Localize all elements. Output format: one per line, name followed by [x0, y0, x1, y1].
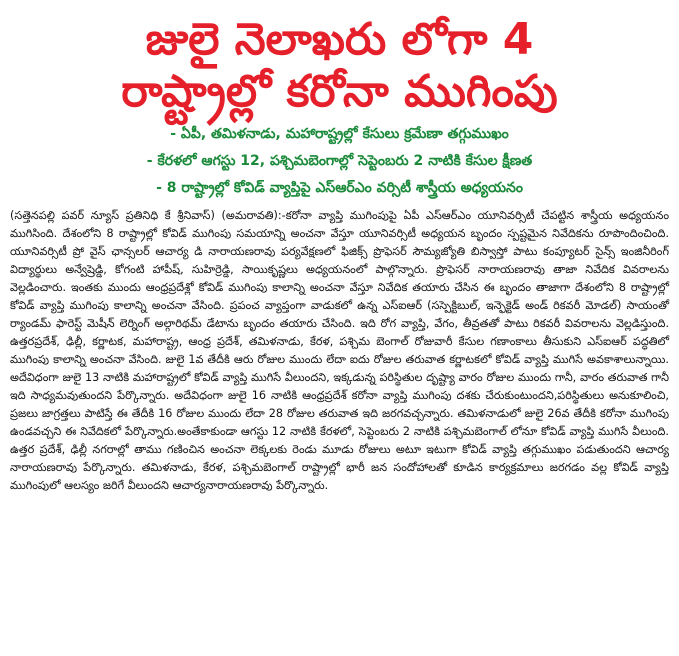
headline-line-2: రాష్ట్రాల్లో కరోనా ముగింపు [121, 66, 558, 118]
article-body: (సత్తెనపల్లి పవర్ న్యూస్ ప్రతినిధి కే శ్రీనివాస్) (అమరావతి):-కరోనా వ్యాప్తి ముగింపుపై ఏపీ ఎస్ఆర్ఎం యూనివర్సిటీ చేపట్టిన శాస్త్రీయ అధ్యయనం ముగిసింది. దేశంలోని 8 రాష్ట్రాల్లో కోవిడ్ ముగింపు సమయాన్ని అంచనా వేస్తూ యూనివర్సిటీ అధ్యయన బృందం స్పష్టమైన నివేదికను రూపొందించింది. యూనివర్సిటీ ప్రో వైస్ ఛాన్సలర్ ఆచార్య డి నారాయణరావు పర్యవేక్షణలో ఫిజిక్స్ ప్రొఫెసర్ సౌమ్యజ్యోతి బిస్వాస్తో పాటు కంప్యూటర్ సైన్స్ ఇంజినీరింగ్ విద్యార్థులు అన్వేష్రెడ్డి, కోగంటి హాపీష్, సుహిర్రెడ్డి, సాయికృష్ణలు అధ్యయనంలో పాల్గొన్నారు. ప్రొఫెసర్ నారాయణరావు తాజా నివేదిక వివరాలను వెల్లడించారు. ఇంతకు ముందు ఆంధ్రప్రదేశ్లో కోవిడ్ ముగింపు కాలాన్ని అంచనా వేస్తూ నివేదిక తయారు చేసిన ఈ బృందం తాజాగా దేశంలోని 8 రాష్ట్రాల్లో కోవిడ్ వ్యాప్తి ముగింపు కాలాన్ని అంచనా వేసింది. ప్రపంచ వ్యాప్తంగా వాడుకలో ఉన్న ఎస్ఐఆర్ (సస్పెక్టిబుల్, ఇన్ఫెక్టెడ్ అండ్ రికవరీ మోడల్) సాయంతో ర్యాండమ్ ఫారెస్ట్ మెషీన్ లెర్నింగ్ అల్గారిథమ్ డేటాను బృందం తయారు చేసింది. ఇది రోగ వ్యాప్తి, వేగం, తీవ్రతతో పాటు రికవరీ వివరాలను వెల్లడిస్తుంది. ఉత్తరప్రదేశ్, ఢిల్లీ, కర్ణాటక, మహారాష్ట్ర, ఆంధ్ర ప్రదేశ్, తమిళనాడు, కేరళ, పశ్చిమ బెంగాల్ రోజువారీ కేసుల గణాంకాలు తీసుకుని ఎస్ఐఆర్ పద్ధతిలో ముగింపు కాలాన్ని అంచనా వేసింది. జులై 1వ తేదీకి ఆరు రోజుల ముందు లేదా ఐదు రోజుల తరువాత కర్ణాటకలో కోవిడ్ వ్యాప్తి ముగిసే అవకాశాలున్నాయి. అదేవిధంగా జులై 13 నాటికి మహారాష్ట్రలో కోవిడ్ వ్యాప్తి ముగిసే వీలుందని, ఇక్కడున్న పరిస్థితుల దృష్ట్యా వారం రోజుల ముందు గానీ, వారం తరువాత గానీ ఇది సాధ్యమవుతుందని పేర్కొన్నారు. అదేవిధంగా జులై 16 నాటికి ఆంధ్రప్రదేశ్ కరోనా వ్యాప్తి ముగింపు దశకు చేరుకుంటుందని,పరిస్థితులు అనుకూలించి, ప్రజలు జాగ్రత్తలు పాటిస్తే ఈ తేదీకి 16 రోజుల ముందు లేదా 28 రోజుల తరువాత ఇది జరగవచ్చన్నారు. తమిళనాడులో జులై 26వ తేదీకి కరోనా ముగింపు ఉండవచ్చని ఈ నివేదికలో పేర్కొన్నారు.అంతేకాకుండా ఆగస్టు 12 నాటికి కేరళలో, సెప్టెంబరు 2 నాటికి పశ్చిమబెంగాల్ లోనూ కోవిడ్ వ్యాప్తి ముగిసే వీలుంది. ఉత్తర ప్రదేశ్, ఢిల్లీ నగరాల్లో తాము గణించిన అంచనా లెక్కలకు రెండు మూడు రోజులు అటూ ఇటుగా కోవిడ్ వ్యాప్తి తగ్గుముఖం పడుతుందని ఆచార్య నారాయణరావు పేర్కొన్నారు. తమిళనాడు, కేరళ, పశ్చిమబెంగాల్ రాష్ట్రాల్లో భారీ జన సందోహాలతో కూడిన కార్యక్రమాలు జరగడం వల్ల కోవిడ్ వ్యాప్తి ముగింపులో ఆలస్యం జరిగే వీలుందని ఆచార్యనారాయణరావు పేర్కొన్నారు. [10, 209, 669, 493]
subhead-2: - కేరళలో ఆగస్టు 12, పశ్చిమబెంగాల్లో సెప్టెంబరు 2 నాటికి కేసుల క్షీణత [146, 152, 533, 169]
subhead-3: - 8 రాష్ట్రాల్లో కోవిడ్ వ్యాప్తిపై ఎస్ఆర్ఎం వర్సిటీ శాస్త్రీయ అధ్యయనం [156, 179, 523, 196]
headline-line-1: జులై నెలాఖరు లోగా 4 [145, 14, 534, 65]
subhead-1: - ఏపీ, తమిళనాడు, మహారాష్ట్రల్లో కేసులు క్రమేణా తగ్గుముఖం [170, 125, 509, 142]
subheads [10, 125, 669, 198]
